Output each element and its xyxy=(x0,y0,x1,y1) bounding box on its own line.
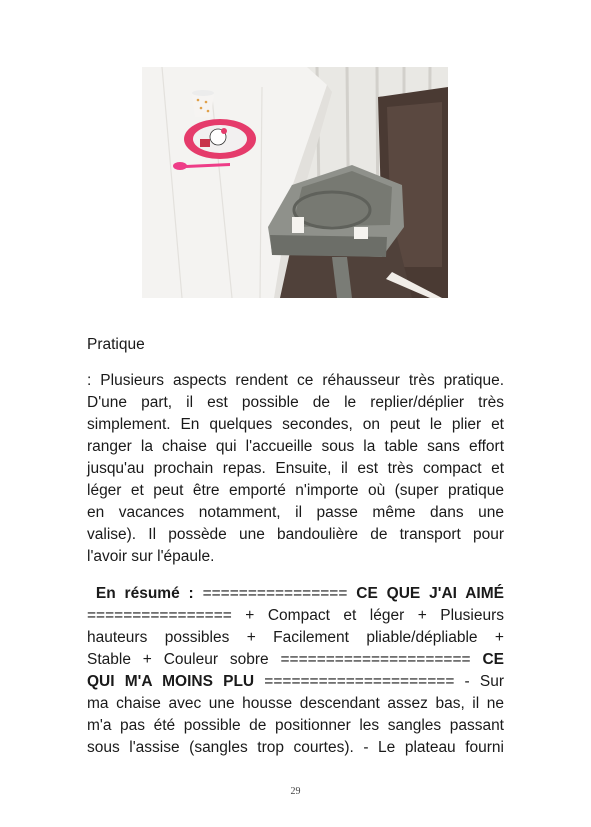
text-line xyxy=(87,649,504,671)
text-line: l'avoir sur l'épaule. xyxy=(87,548,215,565)
text-line xyxy=(87,583,504,605)
text-line: sous l'assise (sangles trop courtes). - Le plateau fourni xyxy=(87,739,504,756)
high-chair-booster-seat-photo xyxy=(142,67,448,298)
text-line: ranger la chaise qui l'accueille sous la table sans effort xyxy=(87,438,504,455)
section-heading: Pratique xyxy=(87,336,145,353)
text-line: ma chaise avec une housse descendant assez bas, il ne xyxy=(87,695,504,712)
pros-text: Stable + Couleur sobre ===================== xyxy=(87,651,483,668)
page-number: 29 xyxy=(290,786,301,797)
disliked-heading-start: CE xyxy=(482,651,504,668)
paragraph-practical xyxy=(87,370,504,568)
text-line xyxy=(87,671,504,693)
text-line: ================ + Compact et léger + Plusieurs xyxy=(87,607,504,624)
separator-text: ===================== - Sur xyxy=(254,673,504,690)
text-line: léger et peut être emporté n'importe où (super pratique xyxy=(87,482,504,499)
liked-heading: CE QUE J'AI AIMÉ xyxy=(356,585,504,602)
text-line: jusqu'au prochain repas. Ensuite, il est très compact et xyxy=(87,460,504,477)
text-line: en vacances notamment, il passe même dans une xyxy=(87,504,504,521)
disliked-heading-end: QUI M'A MOINS PLU xyxy=(87,673,255,690)
separator-text: ================ xyxy=(193,585,357,602)
paragraph-summary xyxy=(87,583,504,759)
text-line: simplement. En quelques secondes, on peut le plier et xyxy=(87,416,504,433)
text-line: valise). Il possède une bandoulière de transport pour xyxy=(87,526,504,543)
text-line: D'une part, il est possible de le replier/déplier très xyxy=(87,394,504,411)
text-line: hauteurs possibles + Facilement pliable/dépliable + xyxy=(87,629,504,646)
text-line: : Plusieurs aspects rendent ce réhausseur très pratique. xyxy=(87,372,504,389)
product-photo xyxy=(142,67,448,298)
summary-label: En résumé : xyxy=(95,585,194,602)
text-line: m'a pas été possible de positionner les sangles passant xyxy=(87,717,504,734)
